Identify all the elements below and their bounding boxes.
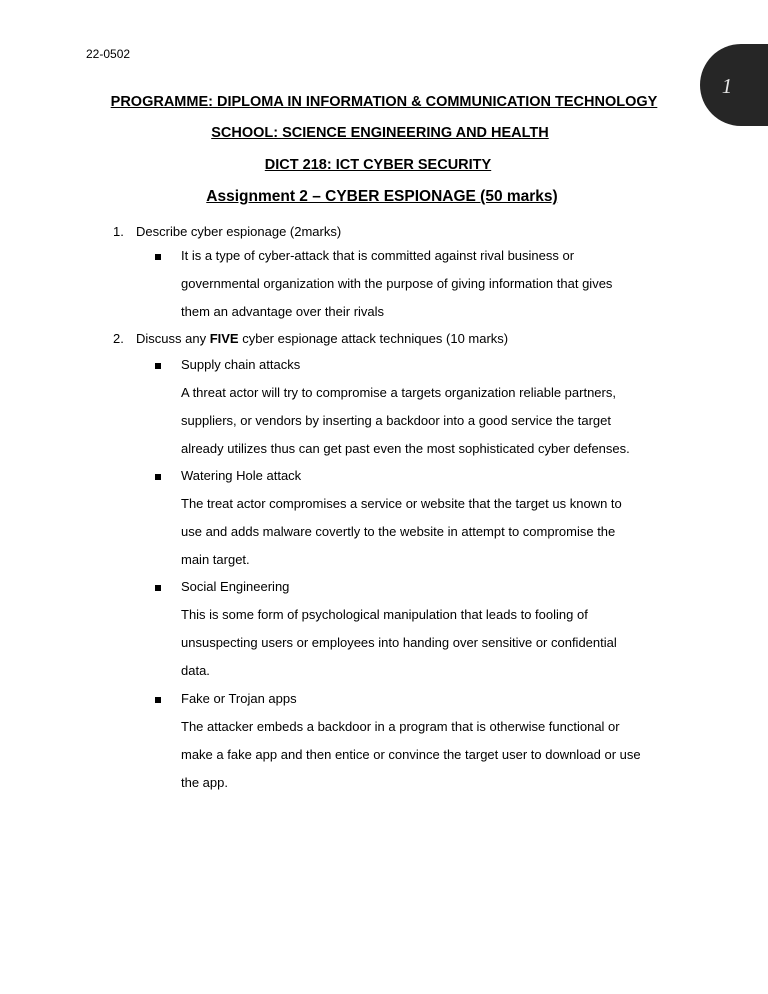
technique-2-line-1: The treat actor compromises a service or website that the target us known to bbox=[181, 496, 622, 511]
bullet-icon bbox=[155, 254, 161, 260]
technique-1-line-2: suppliers, or vendors by inserting a backdoor into a good service the target bbox=[181, 413, 611, 428]
course-heading: DICT 218: ICT CYBER SECURITY bbox=[264, 157, 492, 173]
question-2-number: 2. bbox=[113, 331, 124, 346]
programme-heading: PROGRAMME: DIPLOMA IN INFORMATION & COMMUNICATION TECHNOLOGY bbox=[110, 94, 658, 110]
question-2-text-bold: FIVE bbox=[209, 331, 239, 346]
question-1-text: Describe cyber espionage (2marks) bbox=[136, 224, 342, 239]
technique-2-line-3: main target. bbox=[181, 552, 250, 567]
technique-3-title: Social Engineering bbox=[181, 579, 290, 594]
technique-2-line-2: use and adds malware covertly to the website in attempt to compromise the bbox=[181, 524, 616, 539]
technique-4-line-1: The attacker embeds a backdoor in a program that is otherwise functional or bbox=[181, 719, 620, 734]
document-id: 22-0502 bbox=[86, 47, 131, 61]
answer-1-line-2: governmental organization with the purpose of giving information that gives bbox=[181, 276, 613, 291]
question-2-text-after: cyber espionage attack techniques (10 marks) bbox=[238, 331, 509, 346]
question-2-text bbox=[136, 330, 508, 348]
bullet-icon bbox=[155, 697, 161, 703]
technique-1-line-1: A threat actor will try to compromise a targets organization reliable partners, bbox=[181, 385, 616, 400]
technique-4-line-2: make a fake app and then entice or convince the target user to download or use bbox=[181, 747, 641, 762]
page-number: 1 bbox=[721, 74, 733, 98]
assignment-heading: Assignment 2 – CYBER ESPIONAGE (50 marks) bbox=[206, 188, 558, 205]
bullet-icon bbox=[155, 363, 161, 369]
school-heading: SCHOOL: SCIENCE ENGINEERING AND HEALTH bbox=[211, 125, 549, 141]
technique-2-title: Watering Hole attack bbox=[181, 468, 302, 483]
technique-4-line-3: the app. bbox=[181, 775, 228, 790]
technique-3-line-2: unsuspecting users or employees into handing over sensitive or confidential bbox=[181, 635, 617, 650]
answer-1-line-3: them an advantage over their rivals bbox=[181, 304, 385, 319]
technique-1-line-3: already utilizes thus can get past even the most sophisticated cyber defenses. bbox=[181, 441, 630, 456]
technique-3-line-1: This is some form of psychological manipulation that leads to fooling of bbox=[181, 607, 588, 622]
bullet-icon bbox=[155, 474, 161, 480]
question-2-text-before: Discuss any bbox=[136, 331, 210, 346]
question-1-number: 1. bbox=[113, 224, 124, 239]
bullet-icon bbox=[155, 585, 161, 591]
answer-1-line-1: It is a type of cyber-attack that is committed against rival business or bbox=[181, 248, 575, 263]
technique-3-line-3: data. bbox=[181, 663, 210, 678]
technique-4-title: Fake or Trojan apps bbox=[181, 691, 297, 706]
technique-1-title: Supply chain attacks bbox=[181, 357, 301, 372]
